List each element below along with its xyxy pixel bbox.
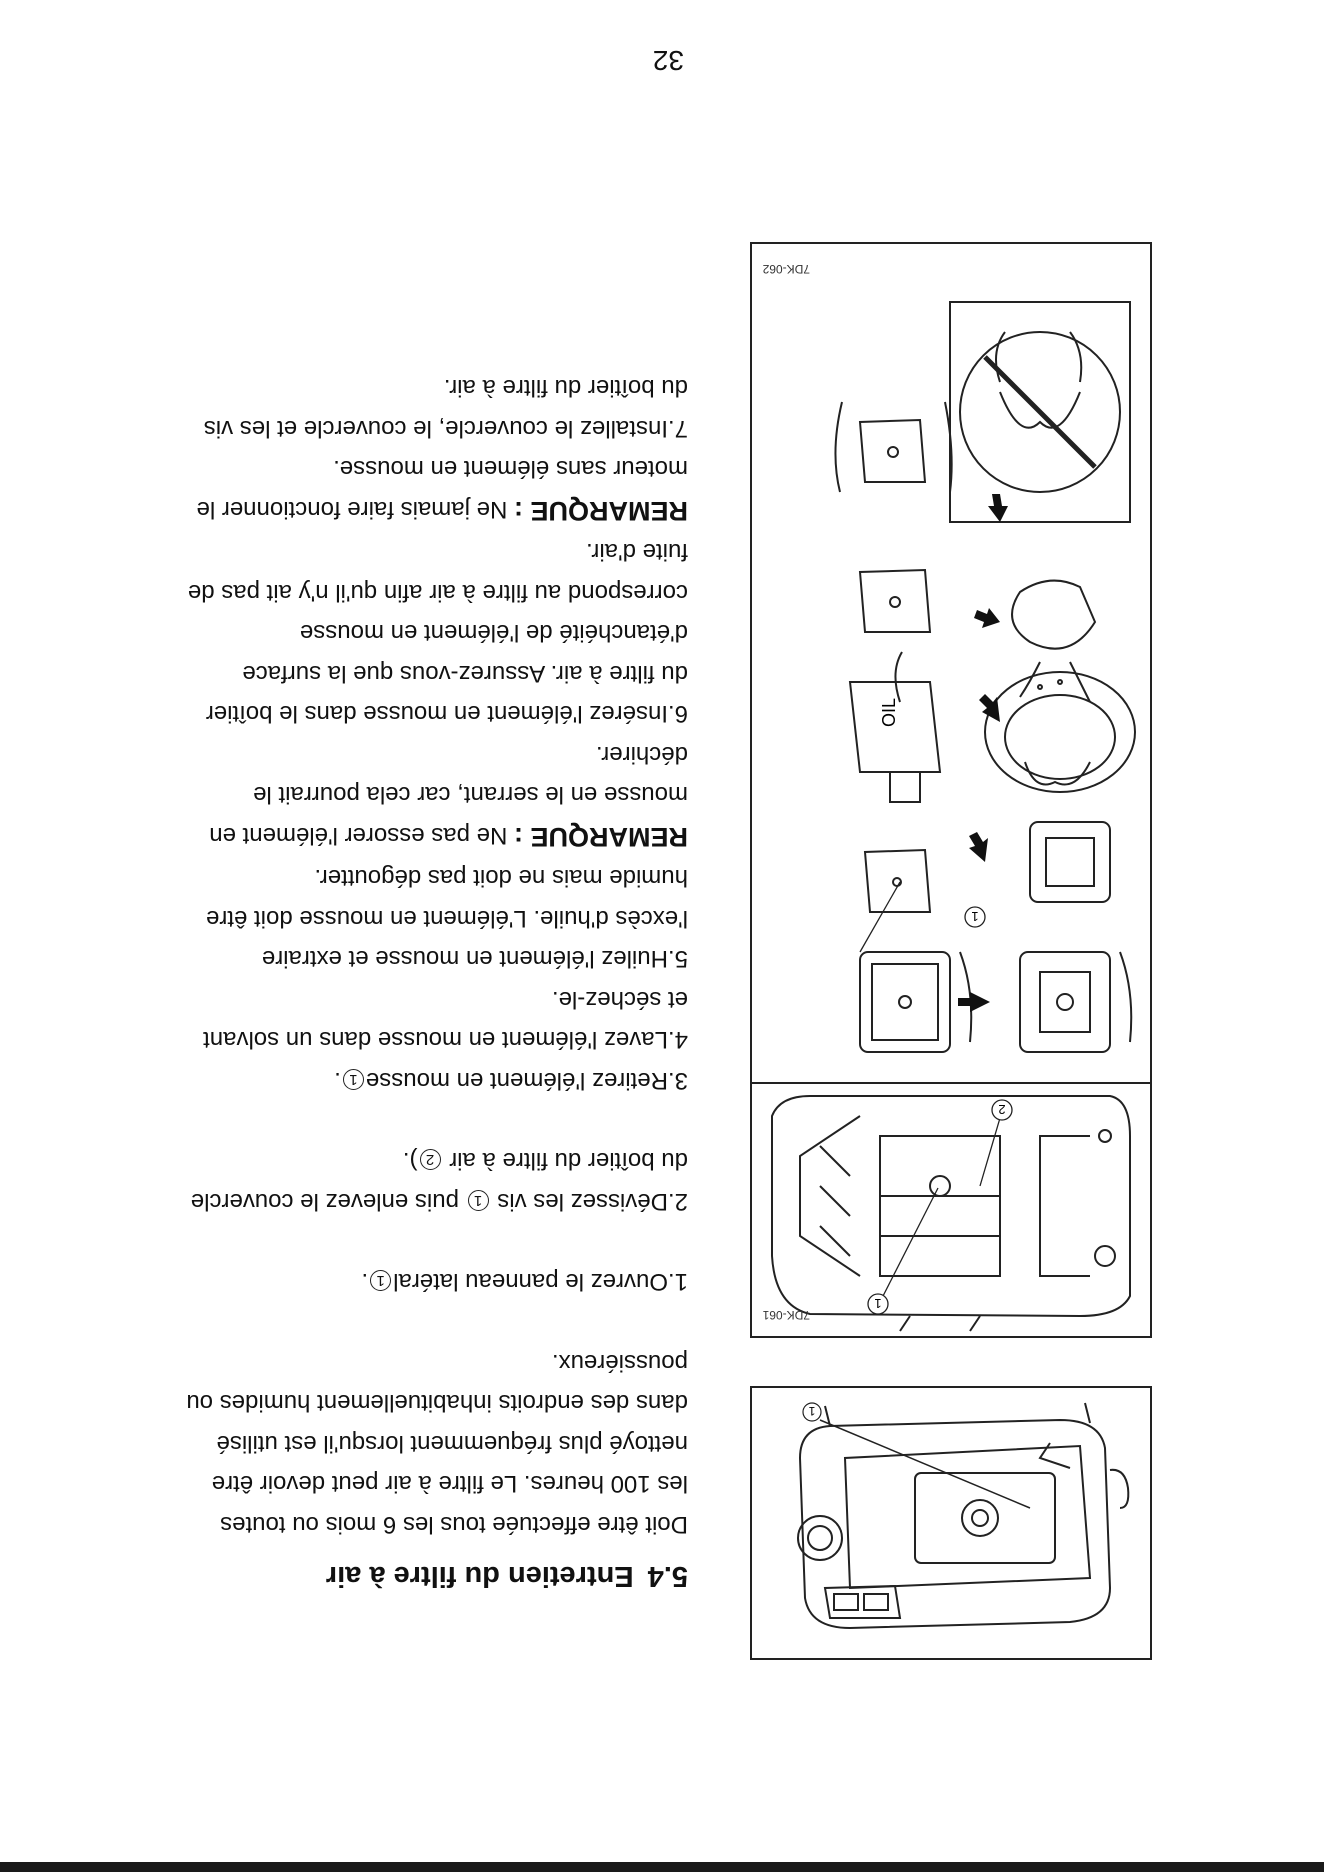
figure-generator-side-panel <box>750 1386 1152 1660</box>
callout-1: 1 <box>370 1271 391 1292</box>
cleaning-sequence-illustration <box>752 244 1150 1082</box>
step-5: 5.Huilez l'élément en mousse et extraire <box>261 945 688 973</box>
callout-number: 1 <box>808 1404 816 1418</box>
step-6-line: d'étanchéité de l'élément en mousse <box>299 619 688 647</box>
generator-illustration <box>752 1388 1150 1658</box>
note-2: REMARQUE : Ne jamais faire fonctionner le <box>196 496 688 526</box>
note-2-line: moteur sans élément en mousse. <box>333 455 688 483</box>
step-6: 6.Insérez l'élément en mousse dans le boîtier <box>205 700 688 728</box>
step-4: 4.Lavez l'élément en mousse dans un solvant <box>203 1026 688 1054</box>
footer-rule <box>0 1862 1324 1872</box>
oil-label: OIL <box>879 697 899 727</box>
intro-line: dans des endroits inhabituellement humides ou <box>186 1389 688 1417</box>
intro-line: les 100 heures. Le filtre à air peut devoir être <box>211 1470 688 1498</box>
figure-foam-element-cleaning <box>750 242 1152 1084</box>
step-4-line2: et séchez-le. <box>551 986 688 1013</box>
text-column <box>128 367 688 1596</box>
callout-number: 1 <box>874 1296 882 1311</box>
callout-leader-line <box>980 1118 1000 1186</box>
section-title <box>128 1556 688 1596</box>
note-label: REMARQUE : <box>514 496 688 526</box>
step-6-line: correspond au filtre à air afin qu'il n'y ait pas de <box>187 579 688 606</box>
step-3: 3.Retirez l'élément en mousse1. <box>334 1067 688 1094</box>
intro-line: poussiéreux. <box>551 1349 688 1376</box>
page-number: 32 <box>652 45 684 76</box>
figure-code: 7DK-061 <box>762 1308 810 1322</box>
step-5-line2: l'excès d'huile. L'élément en mousse doit être <box>205 905 688 932</box>
step-6-line: fuite d'air. <box>586 538 688 566</box>
step-5-line3: humide mais ne doit pas dégoutter. <box>314 864 688 892</box>
callout-1: 1 <box>468 1190 489 1211</box>
intro-line: Doit être effectuée tous les 6 mois ou toutes <box>220 1511 688 1538</box>
note-1-line: mousse en le serrant, car cela pourrait le <box>253 781 688 809</box>
figure-filter-housing-cover <box>750 1078 1152 1338</box>
step-2: 2.Dévissez les vis 1 puis enlevez le couvercle <box>190 1188 688 1215</box>
step-7: 7.Installez le couvercle, le couvercle et les vis <box>203 415 688 442</box>
section-title-text: Entretien du filtre à air <box>325 1560 634 1592</box>
note-1-line: déchirer. <box>595 741 688 768</box>
callout-leader-line <box>820 1420 1030 1508</box>
callout-number: 2 <box>998 1102 1006 1117</box>
step-2-line2: du boîtier du filtre à air 2). <box>402 1147 688 1175</box>
intro-line: nettoyé plus fréquemment lorsqu'il est utilisé <box>216 1430 688 1457</box>
step-6-line: du filtre à air. Assurez-vous que la surface <box>242 660 688 687</box>
callout-2: 2 <box>420 1150 441 1171</box>
note-1: REMARQUE : Ne pas essorer l'élément en <box>209 822 688 852</box>
step-1: 1.Ouvrez le panneau latéral1. <box>361 1268 688 1296</box>
callout-number: 1 <box>971 909 979 924</box>
filter-housing-illustration <box>752 1080 1150 1336</box>
figure-code: 7DK-062 <box>762 262 810 276</box>
callout-1: 1 <box>343 1069 364 1090</box>
section-number: 5.4 <box>647 1560 688 1592</box>
step-7-line2: du boîtier du filtre à air. <box>443 374 688 402</box>
callout-leader-line <box>860 882 900 952</box>
callout-leader-line <box>882 1188 938 1298</box>
note-label: REMARQUE : <box>514 822 688 852</box>
